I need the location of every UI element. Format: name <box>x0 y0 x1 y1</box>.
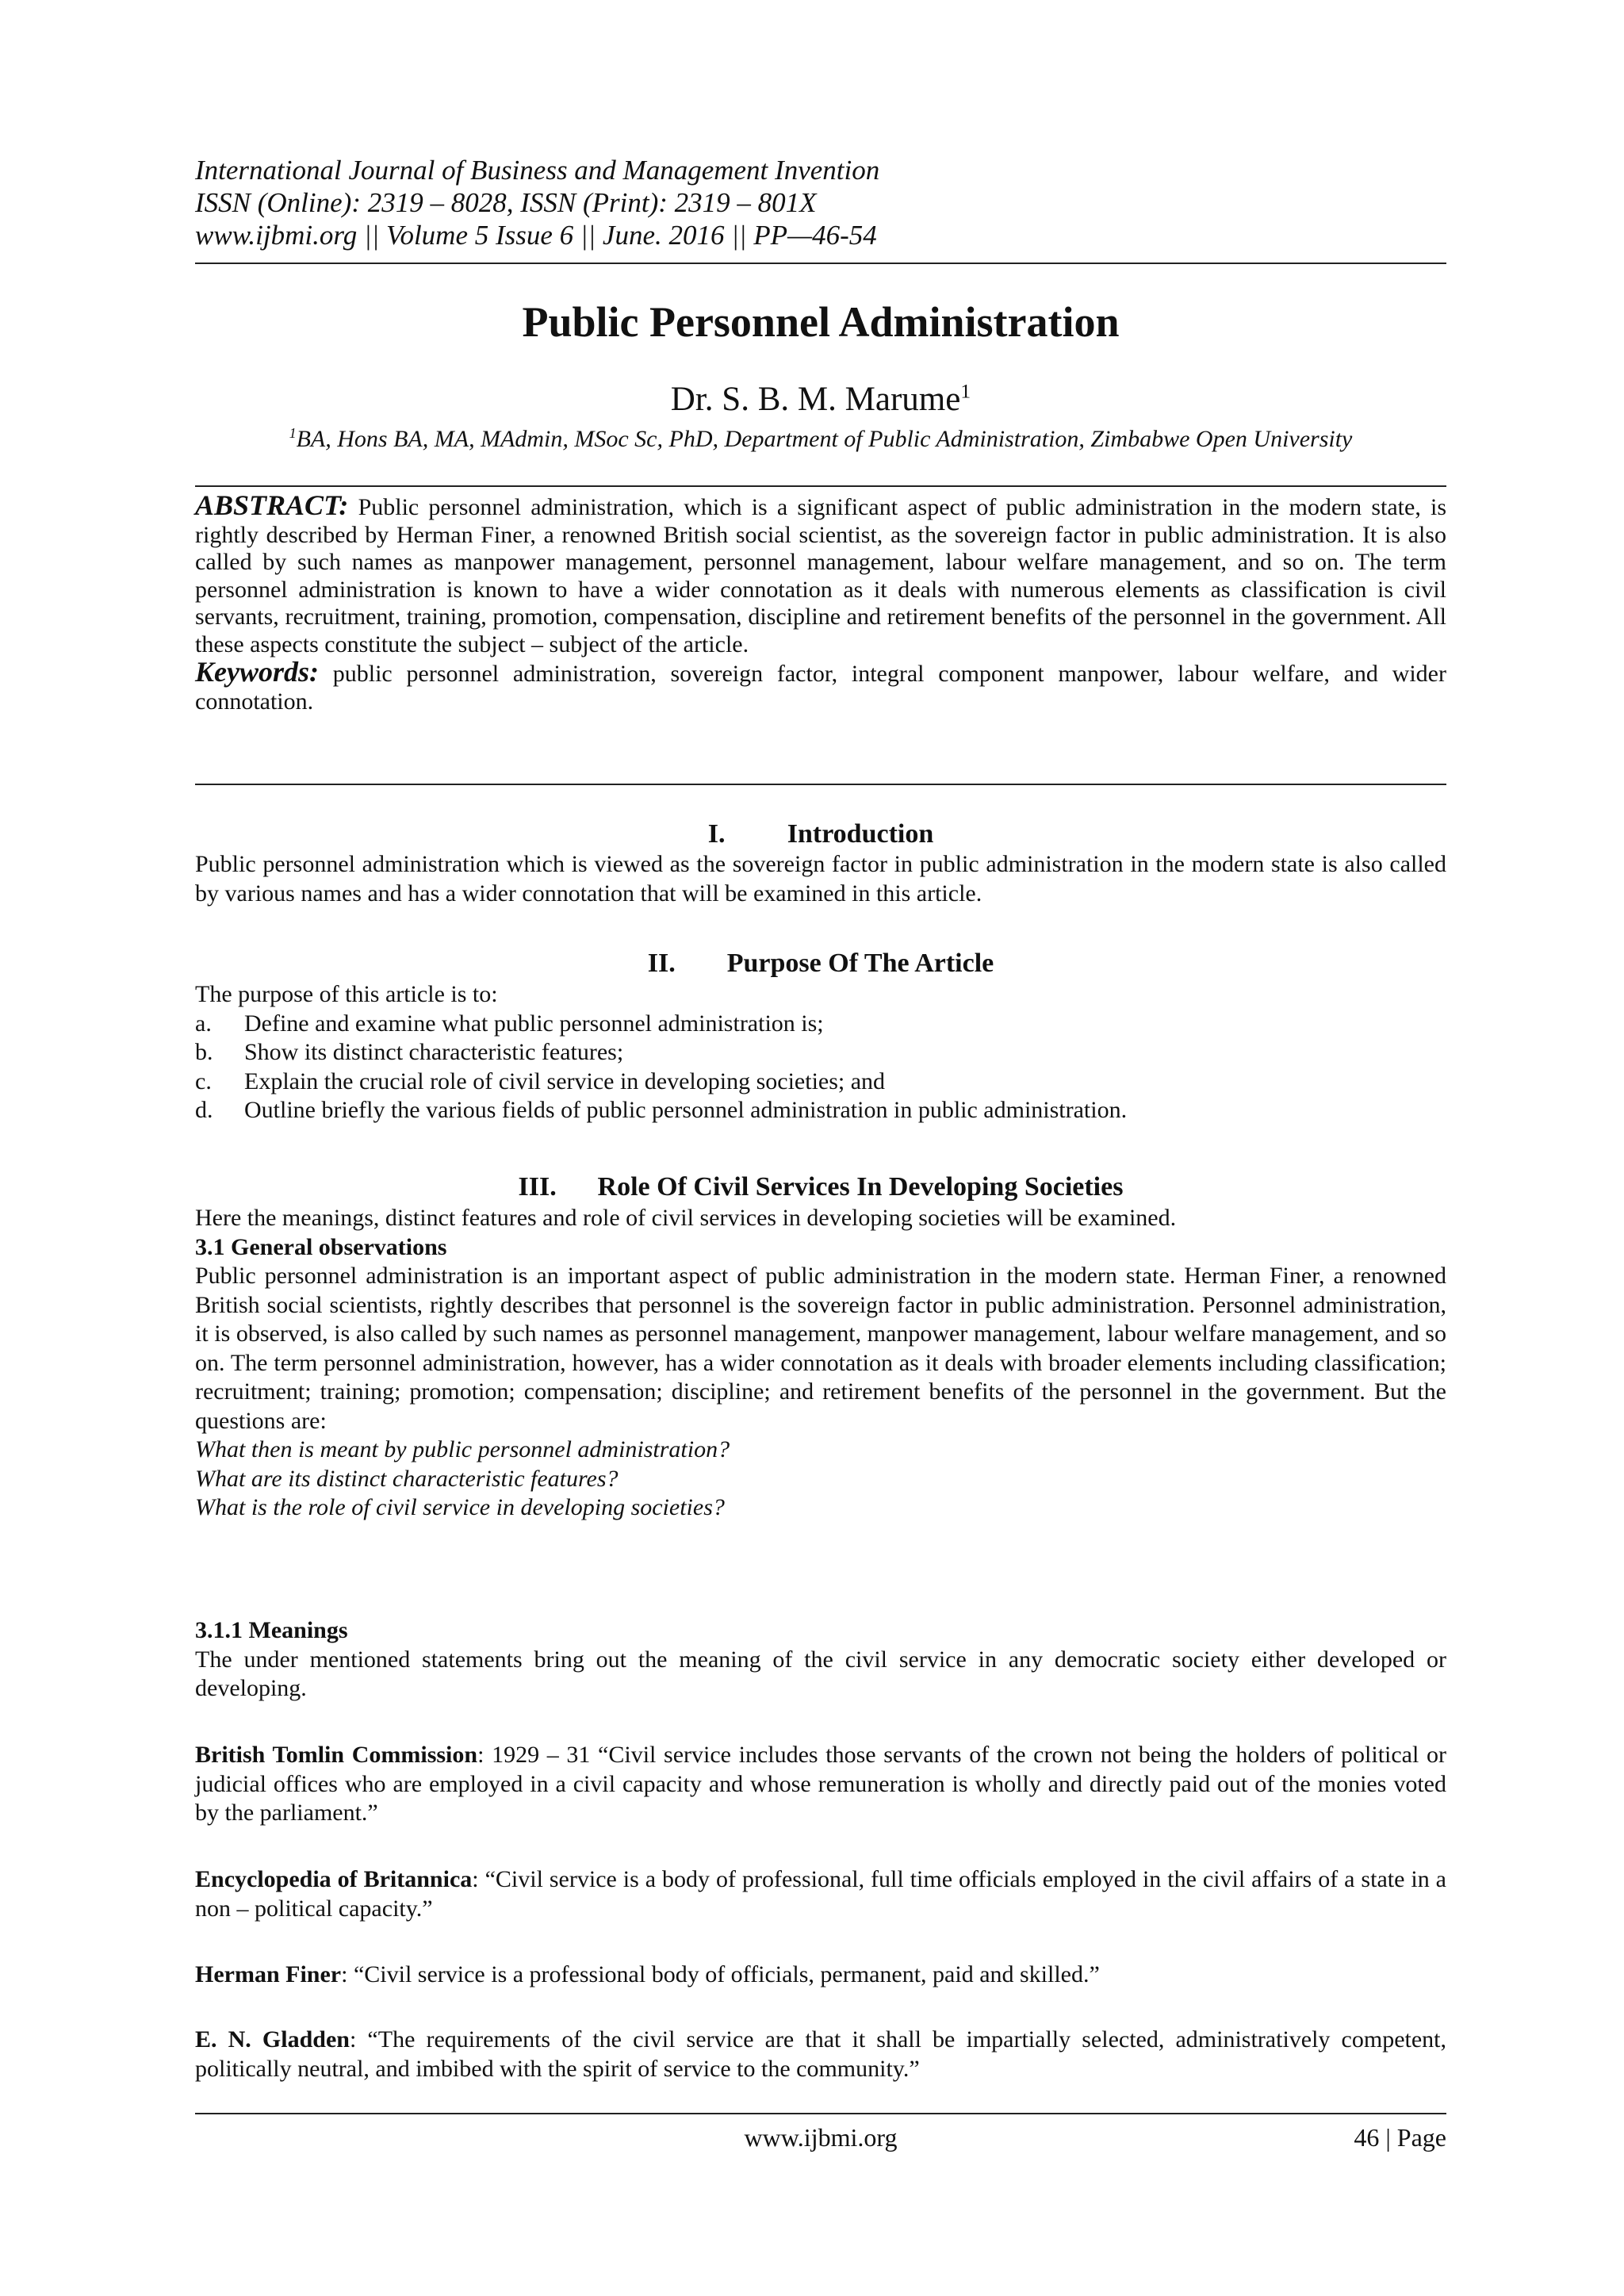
section-title: Introduction <box>787 819 934 849</box>
keywords-text: public personnel administration, sovereign factor, integral component manpower, labour welfare, and wider connotation. <box>195 661 1446 715</box>
question-line: What then is meant by public personnel administration? <box>195 1436 730 1462</box>
abstract-top-rule <box>195 485 1446 487</box>
author-line <box>195 379 1446 420</box>
abstract-bottom-rule <box>195 784 1446 785</box>
definition-text: : 1929 – 31 “Civil service includes those servants of the crown not being the holders of political or judicial offices who are employed in a civil capacity and whose remuneration is wholly and directly paid out of the monies voted by the parliament.” <box>195 1742 1446 1826</box>
affiliation-sup: 1 <box>289 425 297 441</box>
subsection-title: 3.1 General observations <box>195 1233 447 1260</box>
journal-issn: ISSN (Online): 2319 – 8028, ISSN (Print): 2319 – 801X <box>195 187 817 218</box>
definition-text: : “The requirements of the civil service are that it shall be impartially selected, administratively competent, politically neutral, and imbibed with the spirit of service to the community.” <box>195 2026 1447 2082</box>
affiliation <box>195 424 1446 454</box>
section-number: III. <box>518 1172 557 1202</box>
footer-rule <box>195 2113 1446 2114</box>
general-observations-paragraph: Public personnel administration is an important aspect of public administration in the modern state. Herman Finer, a renowned British social scientists, rightly describes that personnel is the sovereign factor in public administration. Personnel administration, it is observed, is also called by such names as personnel management, manpower management, labour welfare management, and so on. The term personnel administration, however, has a wider connotation as it deals with broader elements including classification; recruitment; training; promotion; compensation; discipline; and retirement benefits of the personnel in the government. But the questions are: <box>195 1263 1446 1434</box>
definition-source: Encyclopedia of Britannica <box>195 1866 473 1892</box>
journal-name: International Journal of Business and Management Invention <box>195 155 880 186</box>
definition-text: : “Civil service is a body of professional, full time officials employed in the civil affairs of a state in a non – political capacity.” <box>195 1866 1446 1922</box>
definition-text: : “Civil service is a professional body of officials, permanent, paid and skilled.” <box>341 1961 1100 1987</box>
meanings-paragraph: The under mentioned statements bring out the meaning of the civil service in any democratic society either developed or developing. <box>195 1646 1446 1701</box>
list-item: b. Show its distinct characteristic features; <box>195 1039 624 1065</box>
list-item: c. Explain the crucial role of civil service in developing societies; and <box>195 1068 886 1094</box>
journal-volume: www.ijbmi.org || Volume 5 Issue 6 || June. 2016 || PP—46-54 <box>195 220 877 251</box>
purpose-block <box>195 980 1446 1125</box>
footer-url: www.ijbmi.org <box>744 2123 898 2152</box>
definition-source: Herman Finer <box>195 1961 342 1987</box>
definition-source: British Tomlin Commission <box>195 1742 478 1768</box>
author-sup: 1 <box>960 379 971 403</box>
meanings-block <box>195 1616 1446 1704</box>
purpose-lead: The purpose of this article is to: <box>195 981 498 1007</box>
definition-paragraph <box>195 1741 1446 1828</box>
definition-paragraph <box>195 1865 1446 1923</box>
subsection-title: 3.1.1 Meanings <box>195 1617 348 1643</box>
paper-title: Public Personnel Administration <box>522 298 1120 346</box>
question-line: What are its distinct characteristic features? <box>195 1465 619 1492</box>
section-title: Role Of Civil Services In Developing Societies <box>597 1172 1124 1202</box>
section-heading-purpose <box>195 948 1446 979</box>
header-rule <box>195 263 1446 264</box>
definition-paragraph <box>195 1961 1446 1990</box>
section-heading-role <box>195 1171 1446 1203</box>
list-item: a. Define and examine what public personnel administration is; <box>195 1010 824 1037</box>
keywords-label: Keywords: <box>195 656 319 688</box>
role-block <box>195 1204 1446 1523</box>
abstract-block <box>195 489 1447 715</box>
journal-header <box>195 154 1446 251</box>
role-lead: Here the meanings, distinct features and role of civil services in developing societies will be examined. <box>195 1205 1177 1231</box>
question-line: What is the role of civil service in developing societies? <box>195 1494 725 1520</box>
definition-paragraph <box>195 2026 1446 2083</box>
section-number: II. <box>647 949 676 978</box>
abstract-text: Public personnel administration, which is a significant aspect of public administration in the modern state, is rightly described by Herman Finer, a renowned British social scientist, as the sovereign factor in public administration. It is also called by such names as manpower management, personnel management, labour welfare management, and so on. The term personnel administration is known to have a wider connotation as it deals with numerous elements as classification is civil servants, recruitment, training, promotion, compensation, discipline and retirement benefits of the personnel in the government. All these aspects constitute the subject – subject of the article. <box>195 494 1447 657</box>
intro-paragraph: Public personnel administration which is viewed as the sovereign factor in public administration in the modern state is also called by various names and has a wider connotation that will be examined in this article. <box>195 851 1446 907</box>
abstract-label: ABSTRACT: <box>195 489 349 521</box>
section-number: I. <box>707 819 726 849</box>
definition-source: E. N. Gladden <box>195 2026 350 2053</box>
list-item: d. Outline briefly the various fields of public personnel administration in public administration. <box>195 1097 1128 1123</box>
section-title: Purpose Of The Article <box>726 949 994 978</box>
footer-page-number: 46 | Page <box>1354 2123 1446 2152</box>
affiliation-text: BA, Hons BA, MA, MAdmin, MSoc Sc, PhD, Department of Public Administration, Zimbabwe Open University <box>296 426 1353 452</box>
author-name: Dr. S. B. M. Marume <box>670 381 961 418</box>
section-heading-intro <box>195 818 1446 850</box>
